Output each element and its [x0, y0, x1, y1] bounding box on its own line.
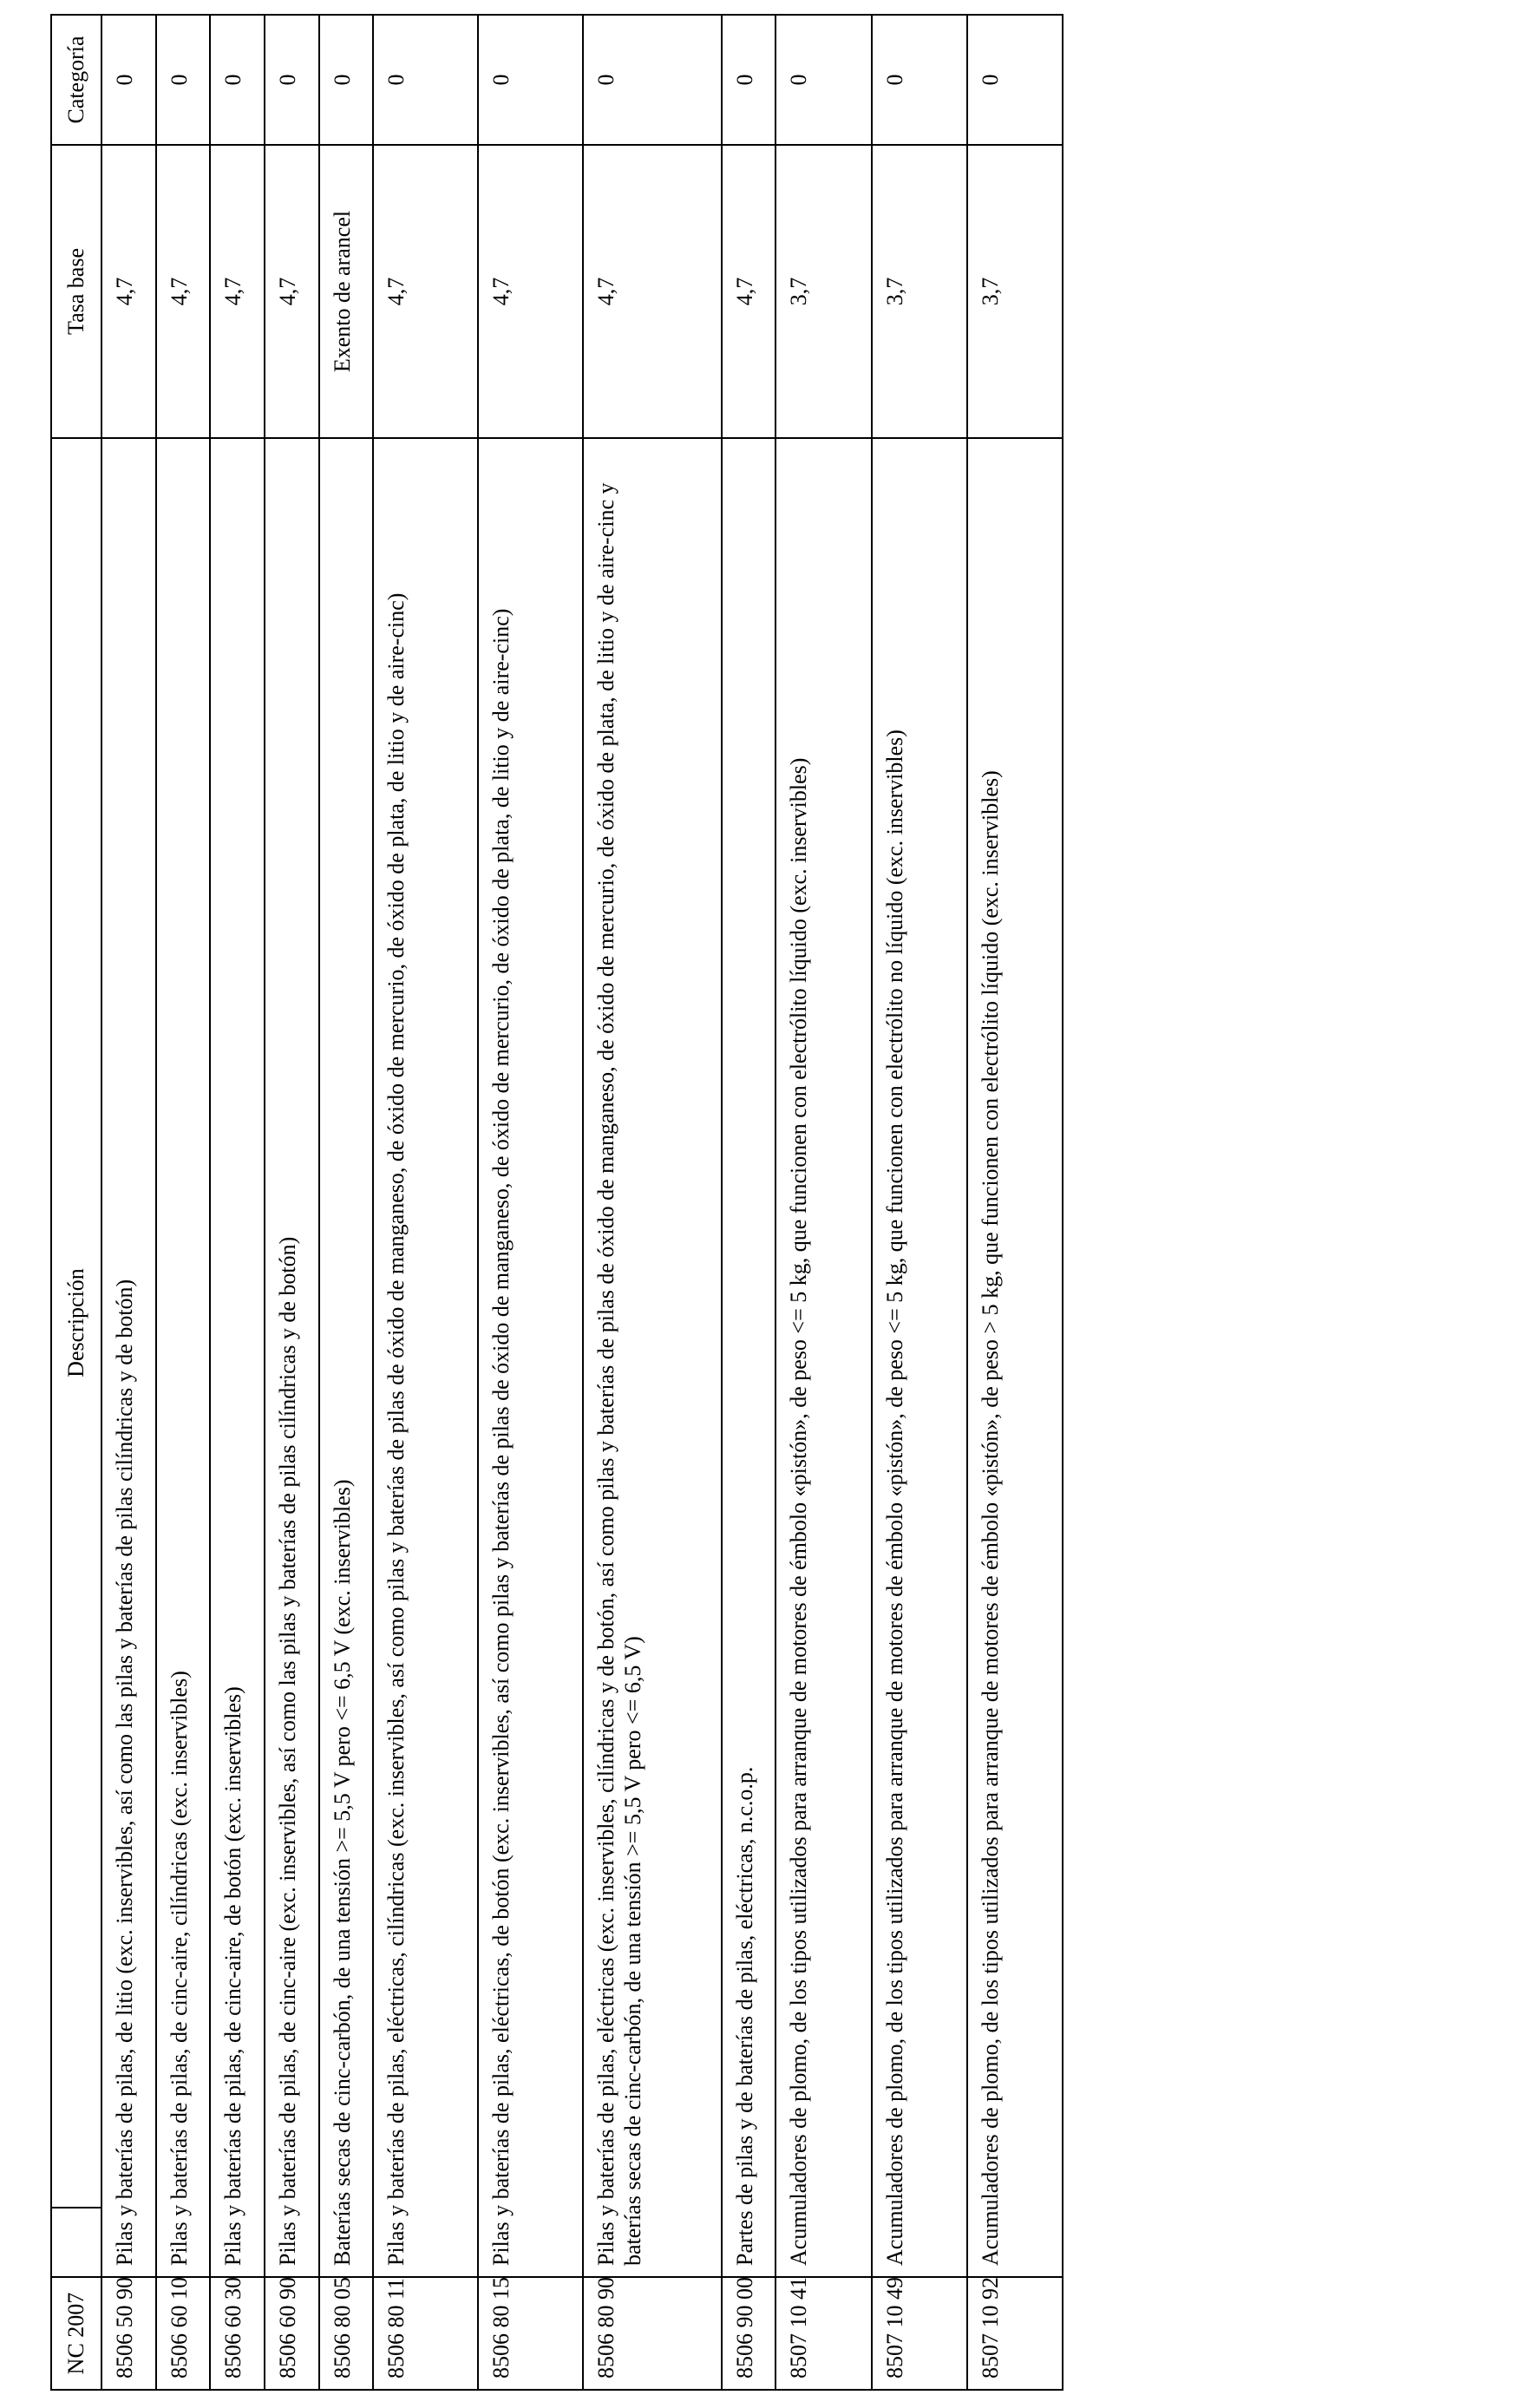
cell-cat: 0	[319, 15, 374, 145]
cell-nc: 8507 10 92	[967, 2277, 1063, 2390]
table-row	[265, 15, 319, 2390]
cell-nc: 8506 80 90	[583, 2277, 722, 2390]
table-row	[776, 15, 871, 2390]
cell-tasa: 4,7	[210, 145, 265, 438]
cell-cat: 0	[872, 15, 967, 145]
cell-nc: 8506 80 05	[319, 2277, 374, 2390]
cell-nc: 8506 60 90	[265, 2277, 319, 2390]
cell-cat: 0	[265, 15, 319, 145]
table-row	[478, 15, 583, 2390]
cell-desc: Pilas y baterías de pilas, eléctricas, cilíndricas (exc. inservibles, así como pilas y baterías de pilas de óxido de manganeso, de óxido de mercurio, de óxido de plata, de litio y de aire-cinc)	[373, 438, 478, 2277]
cell-tasa: 3,7	[967, 145, 1063, 438]
cell-cat: 0	[373, 15, 478, 145]
cell-cat: 0	[583, 15, 722, 145]
table-row	[210, 15, 265, 2390]
cell-nc: 8506 60 30	[210, 2277, 265, 2390]
cell-cat: 0	[478, 15, 583, 145]
table-row	[156, 15, 211, 2390]
cell-desc: Acumuladores de plomo, de los tipos utilizados para arranque de motores de émbolo «pistón», de peso <= 5 kg, que funcionen con electrólito líquido (exc. inservibles)	[776, 438, 871, 2277]
table-row	[373, 15, 478, 2390]
header-desc: Descripción	[51, 438, 101, 2208]
cell-nc: 8506 90 00	[722, 2277, 776, 2390]
cell-tasa: 4,7	[478, 145, 583, 438]
cell-desc: Pilas y baterías de pilas, de litio (exc. inservibles, así como las pilas y baterías de pilas cilíndricas y de botón)	[101, 438, 156, 2277]
cell-cat: 0	[967, 15, 1063, 145]
cell-tasa: 4,7	[722, 145, 776, 438]
cell-tasa: 4,7	[373, 145, 478, 438]
cell-desc: Baterías secas de cinc-carbón, de una tensión >= 5,5 V pero <= 6,5 V (exc. inservibles)	[319, 438, 374, 2277]
table-row	[319, 15, 374, 2390]
table-row	[722, 15, 776, 2390]
cell-nc: 8506 50 90	[101, 2277, 156, 2390]
cell-tasa: 4,7	[101, 145, 156, 438]
cell-nc: 8507 10 41	[776, 2277, 871, 2390]
header-row	[51, 15, 101, 2390]
cell-cat: 0	[722, 15, 776, 145]
cell-desc: Acumuladores de plomo, de los tipos utilizados para arranque de motores de émbolo «pistón», de peso <= 5 kg, que funcionen con electrólito no líquido (exc. inservibles)	[872, 438, 967, 2277]
header-tasa: Tasa base	[51, 145, 101, 438]
cell-nc: 8506 80 11	[373, 2277, 478, 2390]
cell-desc: Pilas y baterías de pilas, de cinc-aire, de botón (exc. inservibles)	[210, 438, 265, 2277]
header-nc: NC 2007	[51, 2277, 101, 2390]
cell-cat: 0	[210, 15, 265, 145]
cell-desc: Partes de pilas y de baterías de pilas, eléctricas, n.c.o.p.	[722, 438, 776, 2277]
tariff-table	[50, 14, 1064, 2391]
rotated-page	[50, 16, 1064, 2391]
cell-nc: 8506 80 15	[478, 2277, 583, 2390]
table-row	[967, 15, 1063, 2390]
header-gap	[51, 2208, 101, 2277]
cell-cat: 0	[101, 15, 156, 145]
cell-nc: 8506 60 10	[156, 2277, 211, 2390]
cell-tasa: 3,7	[776, 145, 871, 438]
cell-desc: Pilas y baterías de pilas, eléctricas, de botón (exc. inservibles, así como pilas y baterías de pilas de óxido de manganeso, de óxido de mercurio, de óxido de plata, de litio y de aire-cinc)	[478, 438, 583, 2277]
cell-desc: Pilas y baterías de pilas, de cinc-aire (exc. inservibles, así como las pilas y baterías de pilas cilíndricas y de botón)	[265, 438, 319, 2277]
table-row	[583, 15, 722, 2390]
cell-desc: Pilas y baterías de pilas, de cinc-aire, cilíndricas (exc. inservibles)	[156, 438, 211, 2277]
cell-tasa: 4,7	[156, 145, 211, 438]
cell-tasa: Exento de arancel	[319, 145, 374, 438]
cell-nc: 8507 10 49	[872, 2277, 967, 2390]
cell-desc: Acumuladores de plomo, de los tipos utilizados para arranque de motores de émbolo «pistón», de peso > 5 kg, que funcionen con electrólito líquido (exc. inservibles)	[967, 438, 1063, 2277]
cell-desc: Pilas y baterías de pilas, eléctricas (exc. inservibles, cilíndricas y de botón, así como pilas y baterías de pilas de óxido de manganeso, de óxido de mercurio, de óxido de plata, de litio y de aire-cinc y baterías secas de cinc-carbón, de una tensión >= 5,5 V pero <= 6,5 V)	[583, 438, 722, 2277]
cell-cat: 0	[156, 15, 211, 145]
cell-tasa: 4,7	[265, 145, 319, 438]
table-row	[101, 15, 156, 2390]
cell-tasa: 3,7	[872, 145, 967, 438]
cell-cat: 0	[776, 15, 871, 145]
header-cat: Categoría	[51, 15, 101, 145]
table-row	[872, 15, 967, 2390]
cell-tasa: 4,7	[583, 145, 722, 438]
